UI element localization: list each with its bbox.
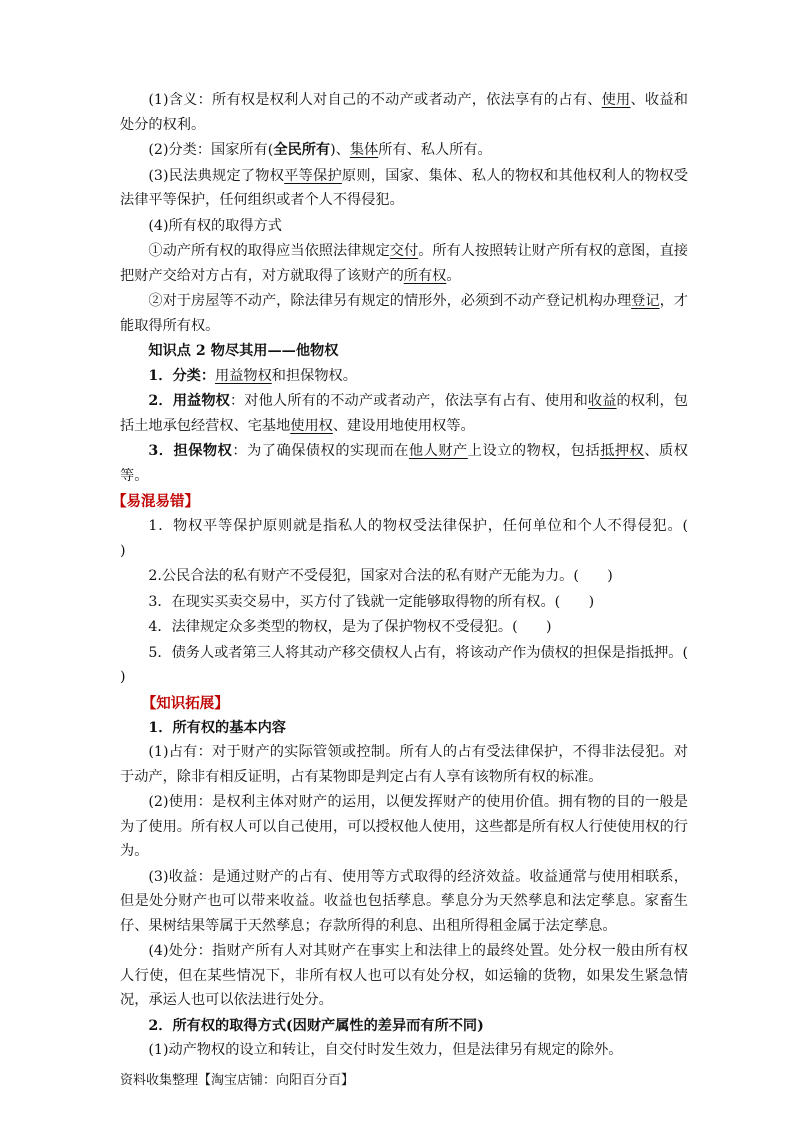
text: 。 xyxy=(446,267,461,284)
immovable-acquisition xyxy=(120,289,688,338)
acquisition-heading: (4)所有权的取得方式 xyxy=(148,217,282,234)
text: )、 xyxy=(330,142,350,158)
use-paragraph: (2)使用：是权利主体对财产的运用，以便发挥财产的使用价值。拥有物的目的一般是为了使用。所有权人可以自己使用，可以授权他人使用，这些都是所有权人行使使用权的行为。 xyxy=(120,794,688,859)
page-footer: 资料收集整理【淘宝店铺：向阳百分百】 xyxy=(120,1073,355,1088)
text: (1)含义：所有权是权利人对自己的不动产或者动产，依法享有的占有、 xyxy=(148,92,602,108)
text: 、收益和处分的权利。 xyxy=(120,92,688,133)
bold-lead: 1．分类： xyxy=(148,367,216,384)
movable-acquisition xyxy=(120,239,688,288)
underlined-term: 使用 xyxy=(601,92,631,108)
quiz-item: 3．在现实买卖交易中，买方付了钱就一定能够取得物的所有权。( ) xyxy=(148,593,595,610)
other-rights-classification xyxy=(120,364,688,389)
movable-property-paragraph: (1)动产物权的设立和转让，自交付时发生效力，但是法律另有规定的除外。 xyxy=(148,1042,623,1058)
underlined-term: 登记 xyxy=(631,293,660,309)
underlined-term: 使用权 xyxy=(290,417,333,434)
quiz-item: 2.公民合法的私有财产不受侵犯，国家对合法的私有财产无能为力。( ) xyxy=(148,568,613,584)
possession-paragraph: (1)占有：对于财产的实际管领或控制。所有人的占有受法律保护，不得非法侵犯。对于动产，除非有相反证明，占有某物即是判定占有人享有该物所有权的标准。 xyxy=(120,744,688,785)
security-rights xyxy=(120,439,688,488)
ownership-classification xyxy=(120,138,688,163)
bold-term: 全民所有 xyxy=(273,142,331,158)
underlined-term: 交付 xyxy=(389,243,419,259)
bold-lead: 3．担保物权 xyxy=(148,443,233,459)
quiz-item: 4．法律规定众多类型的物权，是为了保护物权不受侵犯。( ) xyxy=(148,619,552,635)
underlined-term: 他人财产 xyxy=(408,443,468,459)
document-page xyxy=(112,88,717,1064)
text: (3)民法典规定了物权 xyxy=(148,167,285,184)
disposal-paragraph: (4)处分：指财产所有人对其财产在事实上和法律上的最终处置。处分权一般由所有权人行使，但在某些情况下，非所有权人也可以有处分权，如运输的货物，如果发生紧急情况，承运人也可以依法进行处分。 xyxy=(120,943,688,1008)
underlined-term: 收益 xyxy=(587,393,617,409)
bold-lead: 2．用益物权 xyxy=(148,393,230,409)
underlined-term: 所有权 xyxy=(403,267,447,284)
underlined-term: 平等保护 xyxy=(284,167,342,184)
easily-confused-title: 【易混易错】 xyxy=(112,493,199,510)
equal-protection xyxy=(120,164,688,213)
text: 和担保物权。 xyxy=(271,367,357,384)
text: ：为了确保债权的实现而在 xyxy=(232,443,409,459)
text: ②对于房屋等不动产，除法律另有规定的情形外，必须到不动产登记机构办理 xyxy=(148,293,632,309)
underlined-term: 用益物权 xyxy=(215,367,272,384)
quiz-item: 1．物权平等保护原则就是指私人的物权受法律保护，任何单位和个人不得侵犯。( ) xyxy=(120,518,717,559)
usufruct-rights xyxy=(120,389,688,438)
text: 所有、私人所有。 xyxy=(378,142,492,158)
text: ，才能取得所有权。 xyxy=(120,293,688,334)
text: 、质权等。 xyxy=(120,443,688,484)
acquisition-methods-heading: 2．所有权的取得方式(因财产属性的差异而有所不同) xyxy=(148,1017,484,1034)
ownership-meaning xyxy=(120,88,688,137)
quiz-item: 5．债务人或者第三人将其动产移交债权人占有，将该动产作为债权的担保是指抵押。( ) xyxy=(120,644,717,685)
underlined-term: 抵押权 xyxy=(600,443,645,459)
text: (2)分类：国家所有( xyxy=(148,142,274,158)
underlined-term: 集体 xyxy=(349,142,379,158)
text: 上设立的物权，包括 xyxy=(467,443,601,459)
text: ：对他人所有的不动产或者动产，依法享有占有、使用和 xyxy=(229,393,588,409)
text: 。所有人按照转让财产所有权的意图，直接把财产交给对方占有，对方就取得了该财产的 xyxy=(120,243,688,284)
text: 的权利，包括土地承包经营权、宅基地 xyxy=(120,393,688,434)
basic-content-heading: 1．所有权的基本内容 xyxy=(148,719,286,736)
text: 原则，国家、集体、私人的物权和其他权利人的物权受法律平等保护，任何组织或者个人不得侵犯。 xyxy=(120,167,688,208)
knowledge-point-2-title: 知识点 2 物尽其用——他物权 xyxy=(148,343,339,359)
income-paragraph: (3)收益：是通过财产的占有、使用等方式取得的经济效益。收益通常与使用相联系，但是处分财产也可以带来收益。收益也包括孳息。孳息分为天然孳息和法定孳息。家畜生仔、果树结果等属于天然孳息；存款所得的利息、出租所得租金属于法定孳息。 xyxy=(120,868,688,934)
text: 、建设用地使用权等。 xyxy=(332,417,475,434)
knowledge-extension-title: 【知识拓展】 xyxy=(141,694,229,712)
text: ①动产所有权的取得应当依照法律规定 xyxy=(148,243,390,259)
